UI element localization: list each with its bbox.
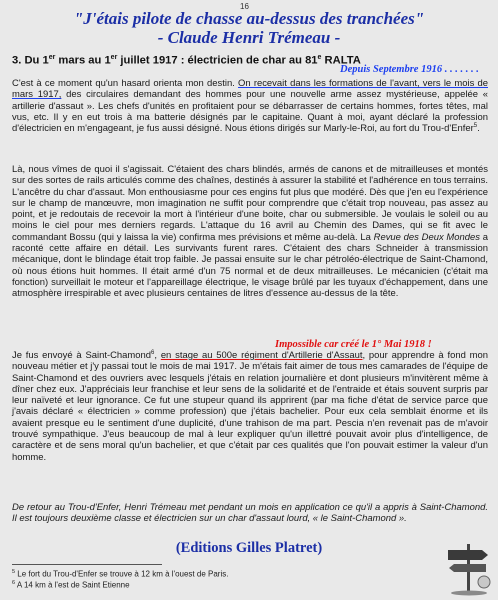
signpost-logo-icon (444, 536, 494, 596)
paragraph-1: C'est à ce moment qu'un hasard orienta mon destin. On recevait dans les formations de l'avant, vers le mois de mars 1917, des circulaires demandant des hommes pour une nouvelle arme assez mystérieuse, appelée « artillerie d'assaut ». Les chefs d'unités en profitaient pour se débarrasser de certains hommes, fortes têtes, mal vus, etc. Il y en eut trois à ma batterie désignés par le capitaine. Quant à moi, ayant déclaré la profession d'électricien en m'engageant, je fus aussi désigné. Nous étions dirigés sur Marly-le-Roi, au fort du Trou-d'Enfer$^5$. (12, 78, 488, 135)
paragraph-3: Je fus envoyé à Saint-Chamond$^6$, en stage au 500e régiment d'Artillerie d'Assaut, pour apprendre à fond mon nouveau métier et j'y passai tout le mois de mai 1917. Je m'étais fait aimer de tous mes camarades de l'équipe de Saint-Chamond et des ouvriers avec lesquels j'étais en relation journalière et dont plusieurs m'invitèrent même à dîner chez eux. J'appréciais leur franchise et leur sens de la solidarité et de l'entraide et étais souvent surpris par leur naïveté et leur ignorance. Ce fut une stupeur quand ils apprirent (par ma fiche d'état de service parce que j'avais déclaré « électricien » comme profession) que j'étais bachelier. Pour eux cela semblait énorme et ils avaient presque eu le sentiment d'une duplicité, d'une trahison de ma part. Pescia n'en revenait pas de m'avoir trouvé sympathique. J'eus beaucoup de mal à leur expliquer qu'un illettré pouvait avoir plus d'intelligence, de caractère et de sens moral qu'un bachelier, et que c'était par ces qualités que l'on pouvait estimer la valeur d'un homme. (12, 349, 488, 463)
paragraph-2: Là, nous vîmes de quoi il s'agissait. C'étaient des chars blindés, armés de canons et de mitrailleuses et montés sur des sortes de rails articulés comme des chaînes, destinés à assurer la stabilité et l'adhérence en tous terrains. L'ancêtre du char d'assaut. Mon enthousiasme pour ces engins fut plus que modéré. Dès que j'en eu l'expérience sur le champ de manœuvre, mon imagination ne suffit pour comprendre que c'était trop nouveau, pas assez au point, et je redoutais de recevoir la mort à l'intérieur d'une boite, char ou submersible. Je voulais le soleil ou au moins le ciel pour mes derniers regards. L'attaque du 16 avril au Chemin des Dames, qui se fit avec le commandant Bossu (qui y laissa la vie) confirma mes prévisions et même au-delà. La Revue des Deux Mondes a raconté cette affaire en détail. Les survivants furent rares. C'étaient des chars Schneider à transmission mécanique, dont le blindage était trop faible. Je passai ensuite sur le char pétroléo-électrique de Saint-Chamond, où nous étions huit hommes. Il était armé d'un 75 normal et de deux mitrailleuses. Le mécanicien (c'était ma fonction) surveillait le moteur et l'appareillage électrique, le visage brûlé par les tuyaux d'échappement, dans une atmosphère irrespirable et avec plusieurs centaines de litres d'essence au-dessus de la tête. (12, 164, 489, 300)
publisher-credit: (Editions Gilles Platret) (175, 540, 323, 556)
annotation-since-september: Depuis Septembre 1916 . . . . . . . (340, 64, 479, 75)
footnote-5: $^5$ Le fort du Trou-d'Enfer se trouve à 12 km à l'ouest de Paris. (12, 569, 229, 579)
page-subtitle: - Claude Henri Trémeau - (157, 28, 341, 47)
footnote-6: $^6$ A 14 km à l'est de Saint Etienne (12, 580, 130, 590)
section-heading: 3. Du 1er mars au 1er juillet 1917 : électricien de char au 81e RALTA (12, 54, 361, 67)
annotation-impossible: Impossible car créé le 1° Mai 1918 ! (275, 339, 432, 350)
underlined-phrase: On recevait dans les formations de l'avant, vers le mois de mars 1917, (12, 78, 488, 101)
page-number: 16 (240, 2, 249, 11)
underlined-regiment: en stage au 500e régiment d'Artillerie d'Assaut (160, 350, 363, 361)
page-title: "J'étais pilote de chasse au-dessus des tranchées" (73, 9, 425, 28)
paragraph-4: De retour au Trou-d'Enfer, Henri Trémeau met pendant un mois en application ce qu'il a appris à Saint-Chamond. Il est toujours deuxième classe et électricien sur un char d'assaut lourd, « le Saint-Chamond ». (12, 502, 488, 525)
footnote-divider (12, 564, 162, 565)
